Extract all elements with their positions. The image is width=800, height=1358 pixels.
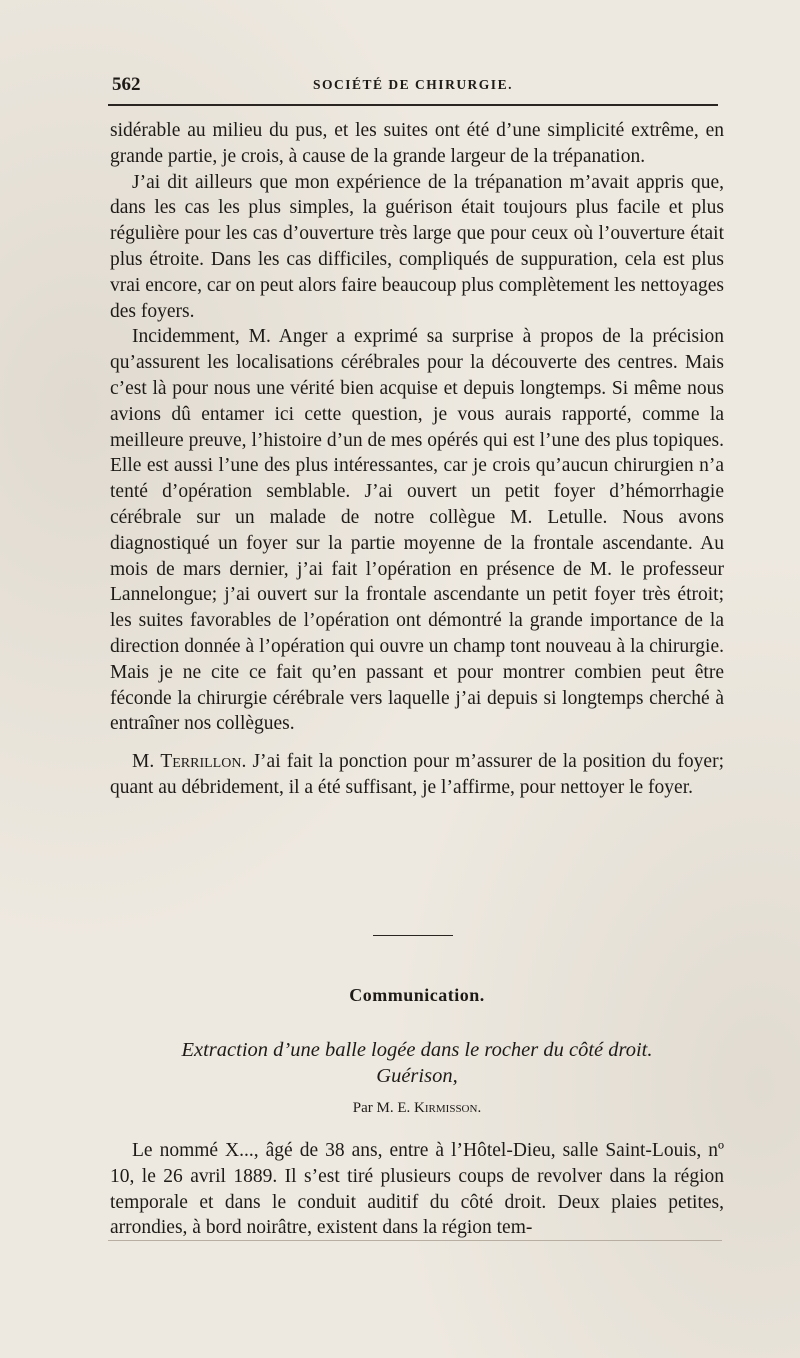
paragraph-terrillon <box>110 749 724 801</box>
article-title <box>110 1037 724 1089</box>
byline-prefix: Par M. E. <box>352 1100 415 1116</box>
article-text <box>110 1138 724 1241</box>
speaker-prefix: M. <box>132 751 161 773</box>
article-title-line-1: Extraction d’une balle logée dans le rocher du côté droit. <box>181 1039 653 1061</box>
byline <box>110 1100 724 1117</box>
header-rule <box>108 104 718 106</box>
article-title-line-2: Guérison, <box>376 1065 458 1087</box>
speaker-name: Terrillon <box>160 751 242 773</box>
speaker-text: . J’ai fait la ponction pour m’assurer de la position du foyer; quant au débridement, il a été suffisant, je l’affirme, pour nettoyer le foyer. <box>110 751 724 798</box>
article-paragraph: Le nommé X..., âgé de 38 ans, entre à l’Hôtel-Dieu, salle Saint-Louis, nº 10, le 26 avril 1889. Il s’est tiré plusieurs coups de revolver dans la région temporale et dans le conduit auditif du côté droit. Deux plaies petites, arrondies, à bord noirâtre, existent dans la région tem- <box>110 1140 724 1239</box>
page-header <box>108 70 718 100</box>
section-divider <box>373 935 453 936</box>
section-title: Communication. <box>349 985 485 1005</box>
paragraph-trepanation: J’ai dit ailleurs que mon expérience de la trépanation m’avait appris que, dans les cas les plus simples, la guérison était toujours plus facile et plus régulière pour les cas d’ouverture très large que pour ceux où l’ouverture était plus étroite. Dans les cas difficiles, compliqués de suppuration, cela est plus vrai encore, car on peut alors faire beaucoup plus complètement les nettoyages des foyers. <box>110 171 725 322</box>
body-text <box>110 118 724 801</box>
running-head: SOCIÉTÉ DE CHIRURGIE. <box>313 77 513 92</box>
page-number: 562 <box>112 74 141 95</box>
paragraph-localisations: Incidemment, M. Anger a exprimé sa surprise à propos de la précision qu’assurent les localisations cérébrales pour la découverte des centres. Mais c’est là pour nous une vérité bien acquise et depuis longtemps. Si même nous avions dû entamer ici cette question, je vous aurais rapporté, comme la meilleure preuve, l’histoire d’un de mes opérés qui est l’une des plus topiques. Elle est aussi l’une des plus intéressantes, car je crois qu’aucun chirurgien n’a tenté d’opération semblable. J’ai ouvert un petit foyer d’hémorrhagie cérébrale sur un malade de notre collègue M. Letulle. Nous avons diagnostiqué un foyer sur la partie moyenne de la frontale ascendante. Au mois de mars dernier, j’ai fait l’opération en présence de M. le professeur Lannelongue; j’ai ouvert sur la frontale ascendante un petit foyer très étroit; les suites favorables de l’opération ont démontré la grande importance de la direction donnée à l’opération qui ouvre un champ tont nouveau à la chirurgie. Mais je ne cite ce fait qu’en passant et pour montrer combien peut être féconde la chirurgie cérébrale vers laquelle j’ai depuis si longtemps cherché à entraîner nos collègues. <box>110 326 724 735</box>
paragraph-continuation: sidérable au milieu du pus, et les suites ont été d’une simplicité extrême, en grande partie, je crois, à cause de la grande largeur de la trépanation. <box>110 120 724 167</box>
bottom-rule <box>108 1240 722 1241</box>
byline-author: Kirmisson. <box>414 1100 482 1116</box>
